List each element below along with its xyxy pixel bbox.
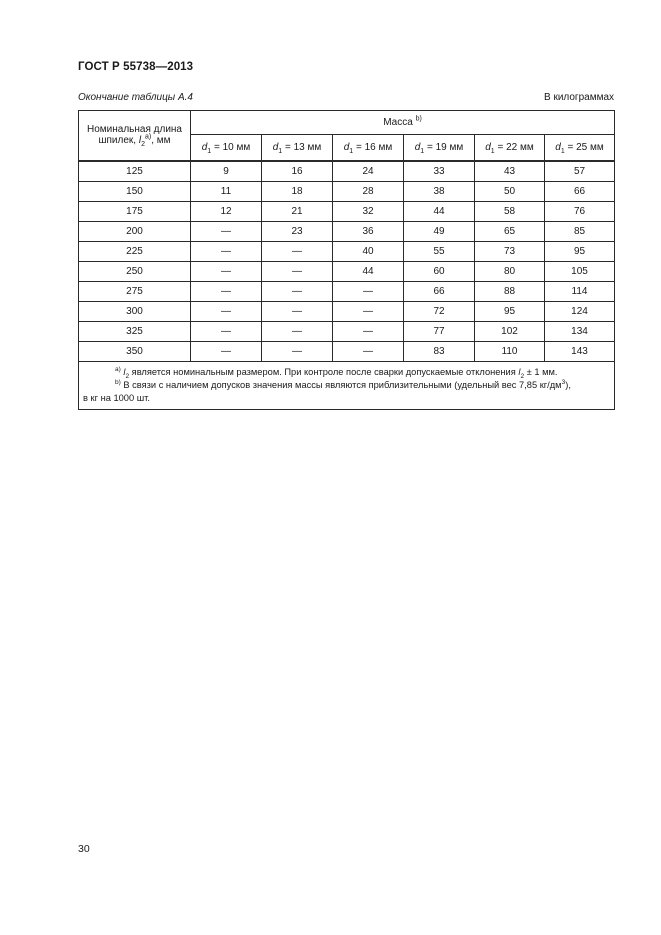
mass-cell: 18 xyxy=(262,181,333,201)
diameter-header: $d_1 = 13$ мм xyxy=(262,135,333,161)
mass-cell: 85 xyxy=(545,221,615,241)
mass-cell: 43 xyxy=(475,161,545,182)
mass-cell: — xyxy=(191,341,262,361)
mass-cell: 72 xyxy=(404,301,475,321)
length-cell: 350 xyxy=(79,341,191,361)
mass-cell: 36 xyxy=(333,221,404,241)
footnote-a: $^{а)}$ $l_2$ является номинальным размером. При контроле после сварки допускаемые отклонения $l_2 \pm 1$ мм. xyxy=(115,365,558,380)
mass-cell: 73 xyxy=(475,241,545,261)
mass-cell: 66 xyxy=(404,281,475,301)
mass-cell: 24 xyxy=(333,161,404,182)
notes-row xyxy=(79,361,615,409)
diameter-header: $d_1 = 10$ мм xyxy=(191,135,262,161)
mass-cell: — xyxy=(191,241,262,261)
mass-cell: — xyxy=(333,321,404,341)
mass-cell: — xyxy=(333,341,404,361)
mass-cell: 9 xyxy=(191,161,262,182)
mass-cell: — xyxy=(262,241,333,261)
footnote-b: $^{b)}$ В связи с наличием допусков значения массы являются приблизительными (удельный вес 7,85 $кг/дм^3$), xyxy=(115,378,571,390)
table-row xyxy=(79,261,615,281)
mass-cell: — xyxy=(191,321,262,341)
mass-cell: 40 xyxy=(333,241,404,261)
mass-cell: 95 xyxy=(475,301,545,321)
mass-cell: 28 xyxy=(333,181,404,201)
stub-header-line2: шпилек, $l_2^{а)}$, мм xyxy=(98,133,171,149)
mass-table xyxy=(78,110,615,410)
table-row xyxy=(79,161,615,182)
mass-cell: 80 xyxy=(475,261,545,281)
table-row xyxy=(79,281,615,301)
table-row xyxy=(79,181,615,201)
mass-cell: 83 xyxy=(404,341,475,361)
mass-cell: 33 xyxy=(404,161,475,182)
length-cell: 325 xyxy=(79,321,191,341)
length-cell: 225 xyxy=(79,241,191,261)
diameter-header: $d_1 = 22$ мм xyxy=(475,135,545,161)
mass-cell: 57 xyxy=(545,161,615,182)
mass-cell: 44 xyxy=(333,261,404,281)
table-row xyxy=(79,301,615,321)
mass-cell: 60 xyxy=(404,261,475,281)
mass-header: Масса $^{b)}$ xyxy=(191,111,615,135)
length-cell: 125 xyxy=(79,161,191,182)
page-number: 30 xyxy=(78,843,90,855)
mass-cell: — xyxy=(262,281,333,301)
mass-cell: — xyxy=(191,261,262,281)
diameter-header: $d_1 = 25$ мм xyxy=(545,135,615,161)
mass-cell: 55 xyxy=(404,241,475,261)
stub-header-line1: Номинальная длина xyxy=(87,124,182,136)
mass-cell: 12 xyxy=(191,201,262,221)
mass-cell: — xyxy=(191,281,262,301)
mass-cell: — xyxy=(191,301,262,321)
table-row xyxy=(79,241,615,261)
mass-cell: 114 xyxy=(545,281,615,301)
table-row xyxy=(79,321,615,341)
mass-cell: 44 xyxy=(404,201,475,221)
table-row xyxy=(79,341,615,361)
mass-cell: 95 xyxy=(545,241,615,261)
length-cell: 150 xyxy=(79,181,191,201)
mass-cell: — xyxy=(191,221,262,241)
mass-cell: 49 xyxy=(404,221,475,241)
mass-cell: — xyxy=(262,261,333,281)
table-row xyxy=(79,201,615,221)
mass-cell: 23 xyxy=(262,221,333,241)
length-cell: 275 xyxy=(79,281,191,301)
mass-cell: 38 xyxy=(404,181,475,201)
mass-cell: — xyxy=(333,301,404,321)
mass-cell: 32 xyxy=(333,201,404,221)
mass-cell: 66 xyxy=(545,181,615,201)
table-row xyxy=(79,221,615,241)
length-cell: 300 xyxy=(79,301,191,321)
table-caption: Окончание таблицы А.4 xyxy=(78,92,193,103)
table-notes xyxy=(79,361,615,409)
mass-cell: 65 xyxy=(475,221,545,241)
mass-cell: 134 xyxy=(545,321,615,341)
mass-cell: 76 xyxy=(545,201,615,221)
mass-cell: 143 xyxy=(545,341,615,361)
mass-cell: 105 xyxy=(545,261,615,281)
mass-cell: 110 xyxy=(475,341,545,361)
mass-cell: — xyxy=(262,321,333,341)
mass-cell: 58 xyxy=(475,201,545,221)
units-caption: В килограммах xyxy=(544,92,614,103)
diameter-header: $d_1 = 16$ мм xyxy=(333,135,404,161)
length-cell: 175 xyxy=(79,201,191,221)
length-cell: 200 xyxy=(79,221,191,241)
footnote-b-continuation: в кг на 1000 шт. xyxy=(83,392,150,403)
mass-cell: — xyxy=(262,301,333,321)
diameter-header: $d_1 = 19$ мм xyxy=(404,135,475,161)
document-code: ГОСТ Р 55738—2013 xyxy=(78,61,194,73)
mass-cell: 124 xyxy=(545,301,615,321)
mass-cell: 11 xyxy=(191,181,262,201)
length-cell: 250 xyxy=(79,261,191,281)
mass-cell: 21 xyxy=(262,201,333,221)
mass-cell: 88 xyxy=(475,281,545,301)
mass-cell: 102 xyxy=(475,321,545,341)
stub-header xyxy=(79,111,191,161)
mass-cell: 50 xyxy=(475,181,545,201)
mass-cell: 16 xyxy=(262,161,333,182)
mass-cell: — xyxy=(333,281,404,301)
mass-cell: 77 xyxy=(404,321,475,341)
mass-cell: — xyxy=(262,341,333,361)
